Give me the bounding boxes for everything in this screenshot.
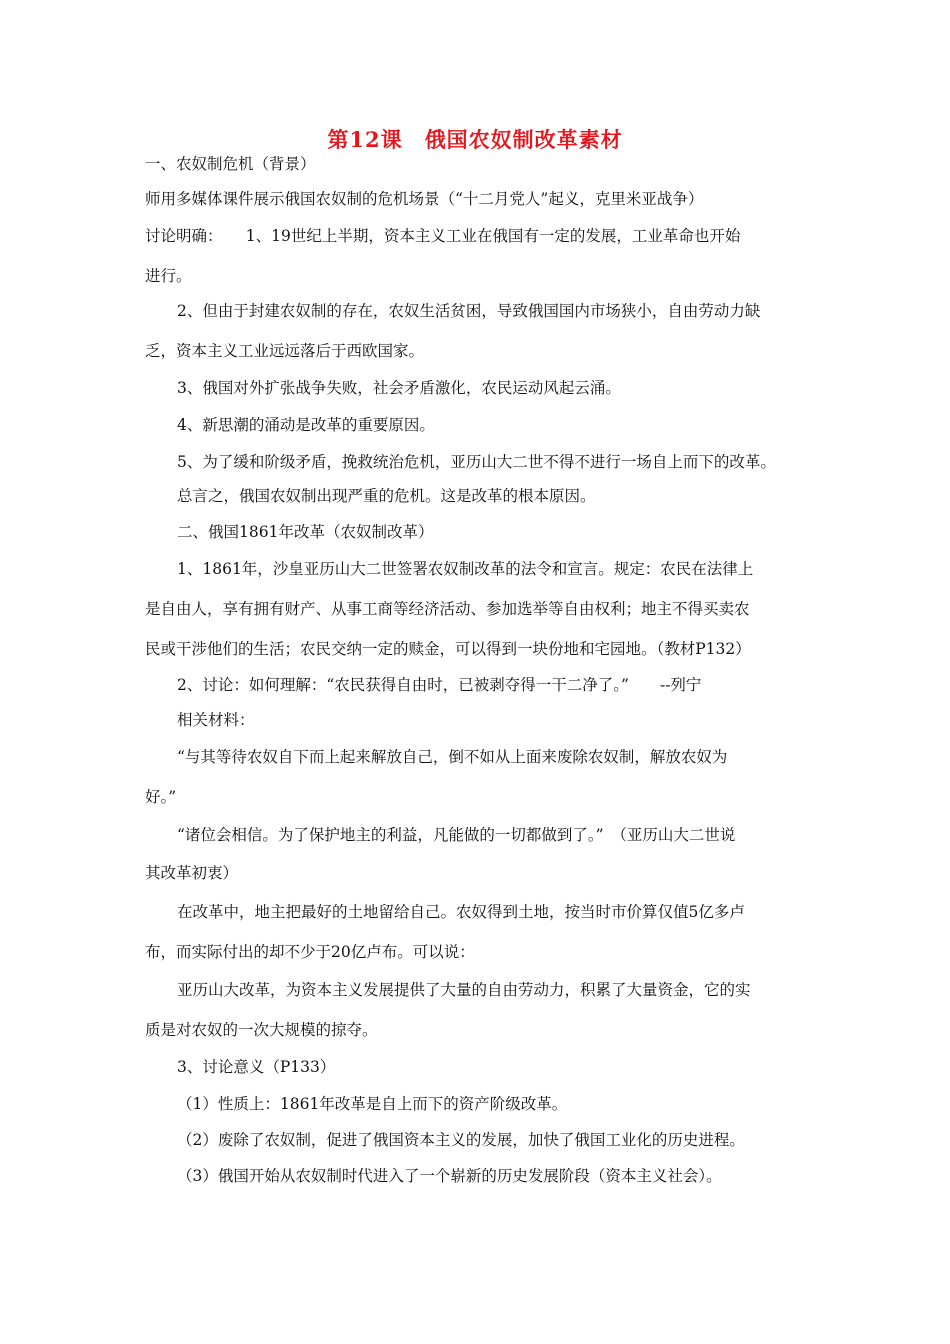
paragraph-line: 讨论明确： 1、19世纪上半期，资本主义工业在俄国有一定的发展，工业革命也开始 — [145, 227, 741, 245]
paragraph-line: 师用多媒体课件展示俄国农奴制的危机场景（“十二月党人”起义，克里米亚战争） — [145, 190, 704, 208]
paragraph-line: 民或干涉他们的生活；农民交纳一定的赎金，可以得到一块份地和宅园地。（教材P132） — [145, 640, 751, 658]
paragraph-line: 1、1861年，沙皇亚历山大二世签署农奴制改革的法令和宣言。规定：农民在法律上 — [177, 560, 754, 578]
list-item: （2）废除了农奴制，促进了俄国资本主义的发展，加快了俄国工业化的历史进程。 — [177, 1131, 745, 1149]
quote-line: “与其等待农奴自下而上起来解放自己，倒不如从上面来废除农奴制，解放农奴为 — [177, 748, 728, 766]
quote-line: “诸位会相信。为了保护地主的利益，凡能做的一切都做到了。” （亚历山大二世说 — [177, 826, 736, 844]
section-heading-1: 一、农奴制危机（背景） — [145, 155, 316, 173]
quote-line: 好。” — [145, 788, 177, 806]
section-heading-2: 二、俄国1861年改革（农奴制改革） — [177, 523, 434, 541]
paragraph-line: 亚历山大改革，为资本主义发展提供了大量的自由劳动力，积累了大量资金，它的实 — [177, 981, 751, 999]
paragraph-line: 2、但由于封建农奴制的存在，农奴生活贫困，导致俄国国内市场狭小，自由劳动力缺 — [177, 302, 761, 320]
paragraph-line: 是自由人，享有拥有财产、从事工商等经济活动、参加选举等自由权利；地主不得买卖农 — [145, 600, 750, 618]
paragraph-line: 2、讨论：如何理解：“农民获得自由时，已被剥夺得一干二净了。” --列宁 — [177, 676, 702, 694]
list-item: （1）性质上：1861年改革是自上而下的资产阶级改革。 — [177, 1095, 568, 1113]
paragraph-line: 进行。 — [145, 267, 192, 285]
paragraph-line: 相关材料： — [177, 711, 255, 729]
paragraph-line: 3、讨论意义（P133） — [177, 1058, 336, 1076]
paragraph-line: 5、为了缓和阶级矛盾，挽救统治危机，亚历山大二世不得不进行一场自上而下的改革。 — [177, 453, 776, 471]
paragraph-line: 布，而实际付出的却不少于20亿卢布。可以说： — [145, 943, 475, 961]
paragraph-line: 在改革中，地主把最好的土地留给自己。农奴得到土地，按当时市价算仅值5亿多卢 — [177, 903, 745, 921]
paragraph-line: 乏，资本主义工业远远落后于西欧国家。 — [145, 342, 425, 360]
paragraph-line: 总言之，俄国农奴制出现严重的危机。这是改革的根本原因。 — [177, 487, 596, 505]
paragraph-line: 3、俄国对外扩张战争失败，社会矛盾激化，农民运动风起云涌。 — [177, 379, 621, 397]
list-item: （3）俄国开始从农奴制时代进入了一个崭新的历史发展阶段（资本主义社会）。 — [177, 1167, 722, 1185]
paragraph-line: 质是对农奴的一次大规模的掠夺。 — [145, 1021, 378, 1039]
paragraph-line: 4、新思潮的涌动是改革的重要原因。 — [177, 416, 435, 434]
document-title: 第12课 俄国农奴制改革素材 — [327, 127, 623, 152]
paragraph-line: 其改革初衷） — [145, 864, 239, 882]
